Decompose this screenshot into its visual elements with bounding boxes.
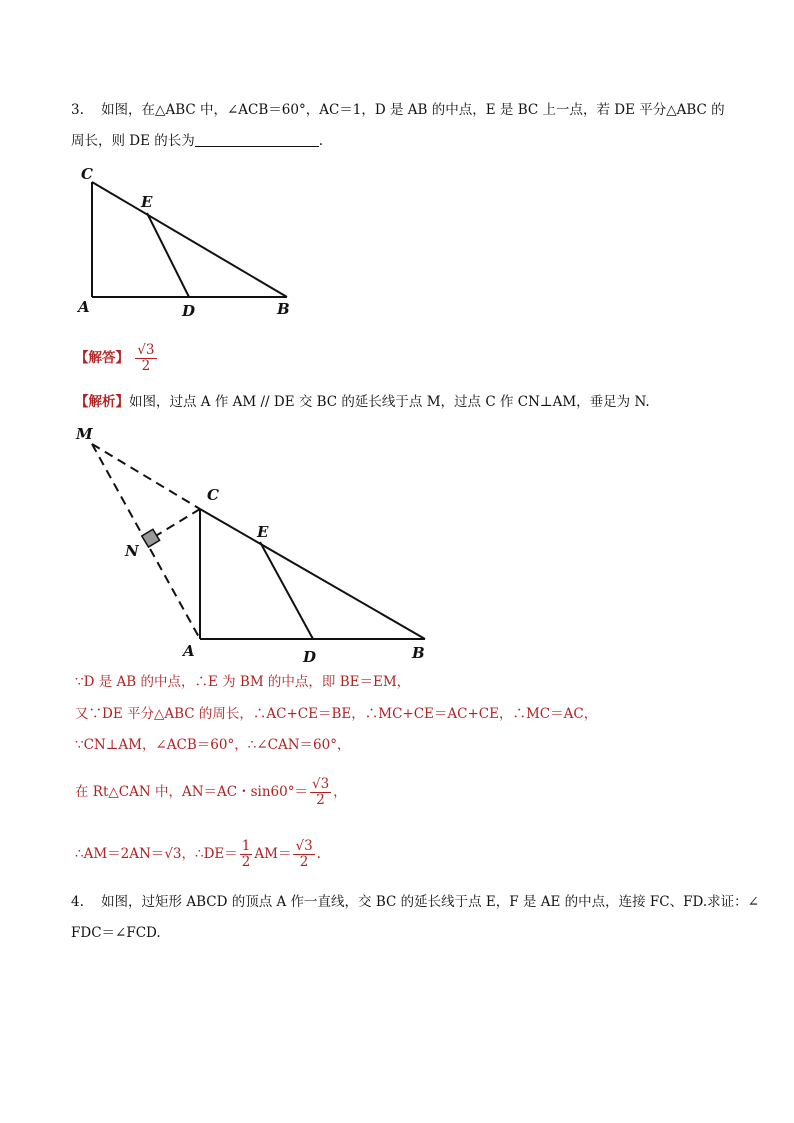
- question-4-number: 4.: [71, 894, 84, 910]
- answer-denominator: 2: [141, 358, 151, 374]
- analysis-label: 【解析】: [75, 394, 129, 410]
- triangle-figure-2: [70, 420, 440, 665]
- segment-cb: [92, 182, 287, 297]
- step-1: ∵D 是 AB 的中点，∴E 为 BM 的中点，即 BE＝EM，: [75, 674, 411, 690]
- answer-fraction: [135, 343, 156, 374]
- question-4-text: 如图，过矩形 ABCD 的顶点 A 作一直线，交 BC 的延长线于点 E，F 是 AE 的中点，连接 FC、FD.求证：∠: [101, 894, 759, 910]
- answer-blank: [195, 133, 319, 147]
- point-a-label: A: [183, 642, 195, 660]
- right-angle-mark: [142, 529, 160, 547]
- point-c-label: C: [207, 486, 219, 504]
- step-5: [75, 834, 321, 874]
- point-b-label: B: [412, 644, 425, 662]
- question-3-line-2: [71, 132, 323, 150]
- analysis-line: [75, 393, 650, 411]
- step-5-result-numerator: √3: [295, 838, 313, 854]
- point-a-label: A: [78, 298, 90, 316]
- step-5-text-b: ，∴DE＝: [181, 846, 238, 862]
- point-c-label: C: [81, 165, 93, 183]
- question-3-text: 如图，在△ABC 中，∠ACB＝60°，AC＝1，D 是 AB 的中点，E 是 BC 上一点，若 DE 平分△ABC 的: [101, 102, 725, 118]
- point-e-label: E: [257, 523, 269, 541]
- question-3-period: .: [318, 133, 324, 149]
- answer-label: 【解答】: [75, 350, 129, 366]
- step-5-fraction-result: [293, 839, 314, 870]
- question-4-line-2: FDC＝∠FCD.: [71, 925, 161, 941]
- question-4-line-1: [71, 893, 759, 911]
- point-n-label: N: [125, 542, 139, 560]
- analysis-text: 如图，过点 A 作 AM // DE 交 BC 的延长线于点 M，过点 C 作 CN⊥AM，垂足为 N.: [129, 394, 650, 410]
- point-b-label: B: [277, 300, 290, 318]
- step-4-end: ，: [333, 784, 347, 800]
- question-3-text-cont: 周长，则 DE 的长为: [71, 133, 195, 149]
- segment-ed: [260, 542, 313, 639]
- step-5-sqrt: √3: [164, 846, 182, 862]
- step-5-half-numerator: 1: [241, 838, 251, 854]
- answer-numerator: √3: [137, 342, 155, 358]
- step-5-result-denominator: 2: [299, 854, 309, 870]
- point-d-label: D: [182, 302, 196, 320]
- step-4-numerator: √3: [311, 776, 330, 792]
- point-e-label: E: [141, 193, 153, 211]
- question-3-number: 3.: [71, 102, 84, 118]
- step-5-half-denominator: 2: [241, 854, 251, 870]
- point-d-label: D: [303, 648, 317, 665]
- point-m-label: M: [76, 425, 93, 443]
- step-4-denominator: 2: [316, 792, 325, 808]
- step-4-fraction: [310, 777, 331, 808]
- segment-cb: [200, 509, 425, 639]
- segment-mc-dashed: [92, 444, 200, 509]
- triangle-figure-1: [70, 160, 310, 325]
- step-5-text-c: AM＝: [254, 846, 292, 862]
- question-3-line-1: [71, 101, 725, 119]
- answer-line: [75, 340, 159, 376]
- step-4: [75, 772, 347, 812]
- step-5-end: .: [316, 846, 321, 862]
- segment-ed: [147, 213, 189, 297]
- step-2: 又∵DE 平分△ABC 的周长，∴AC+CE＝BE，∴MC+CE＝AC+CE，∴MC＝AC，: [75, 706, 598, 722]
- step-5-text-a: ∴AM＝2AN＝: [75, 846, 165, 862]
- step-5-fraction-half: [240, 839, 253, 870]
- step-3: ∵CN⊥AM，∠ACB＝60°，∴∠CAN＝60°，: [75, 737, 351, 753]
- step-4-text: 在 Rt△CAN 中，AN＝AC・sin60°＝: [75, 784, 308, 800]
